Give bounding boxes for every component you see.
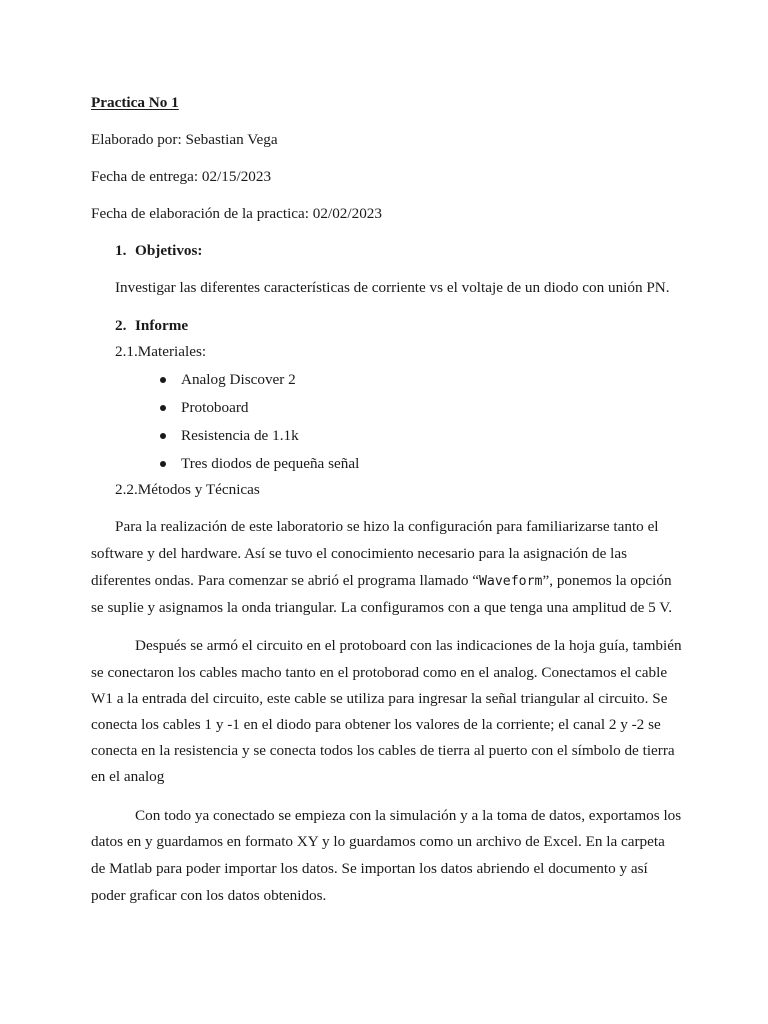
paragraph-line: W1 a la entrada del circuito, este cable se utiliza para ingresar la señal triangular al circuito. Se: [91, 690, 668, 707]
paragraph-line: Después se armó el circuito en el protoboard con las indicaciones de la hoja guía, también: [135, 637, 682, 654]
section1-number: 1.: [115, 242, 127, 259]
section2-number: 2.: [115, 317, 127, 334]
section1-text: Investigar las diferentes características de corriente vs el voltaje de un diodo con unión PN.: [115, 279, 670, 296]
paragraph-line: en el analog: [91, 768, 165, 785]
paragraph-line: conecta en la resistencia y se conecta todos los cables de tierra al puerto con el símbolo de tierra: [91, 742, 675, 759]
paragraph-line: de Matlab para poder importar los datos. Se importan los datos abriendo el documento y así: [91, 860, 648, 877]
bullet-icon: [160, 377, 166, 383]
delivery-date-line: Fecha de entrega: 02/15/2023: [91, 168, 272, 185]
list-item-text: Tres diodos de pequeña señal: [181, 455, 360, 472]
bullet-icon: [160, 461, 166, 467]
paragraph-line: software y del hardware. Así se tuvo el conocimiento necesario para la asignación de las: [91, 545, 628, 562]
document-title: Practica No 1: [91, 94, 179, 111]
methods-heading: 2.2.Métodos y Técnicas: [115, 481, 260, 498]
paragraph-text: diferentes ondas. Para comenzar se abrió el programa llamado “: [91, 572, 479, 589]
practice-date-line: Fecha de elaboración de la practica: 02/02/2023: [91, 205, 382, 222]
paragraph-line: [91, 572, 672, 591]
section2-heading-row: [115, 317, 188, 335]
materials-heading: 2.1.Materiales:: [115, 343, 207, 360]
paragraph-line: conecta los cables 1 y -1 en el diodo para obtener los valores de la corriente; el canal 2 y -2 se: [91, 716, 661, 733]
paragraph-line: se conectaron los cables macho tanto en el protoborad como en el analog. Conectamos el cable: [91, 664, 668, 681]
section2-heading: Informe: [135, 317, 189, 334]
paragraph-line: datos en y guardamos en formato XY y lo guardamos como un archivo de Excel. En la carpeta: [91, 833, 665, 850]
bullet-icon: [160, 405, 166, 411]
section1-heading: Objetivos:: [135, 242, 203, 259]
paragraph-text: ”, ponemos la opción: [542, 572, 672, 589]
paragraph-line: Para la realización de este laboratorio se hizo la configuración para familiarizarse tanto el: [115, 518, 659, 535]
section1-heading-row: [115, 242, 203, 260]
paragraph-line: poder graficar con los datos obtenidos.: [91, 887, 327, 904]
list-item-text: Analog Discover 2: [181, 371, 296, 388]
program-name: Waveform: [478, 574, 543, 589]
list-item-text: Resistencia de 1.1k: [181, 427, 299, 444]
list-item-text: Protoboard: [181, 399, 249, 416]
paragraph-line: Con todo ya conectado se empieza con la simulación y a la toma de datos, exportamos los: [135, 807, 682, 824]
paragraph-line: se suplie y asignamos la onda triangular. La configuramos con a que tenga una amplitud de 5 V.: [91, 599, 673, 616]
author-line: Elaborado por: Sebastian Vega: [91, 131, 278, 148]
bullet-icon: [160, 433, 166, 439]
